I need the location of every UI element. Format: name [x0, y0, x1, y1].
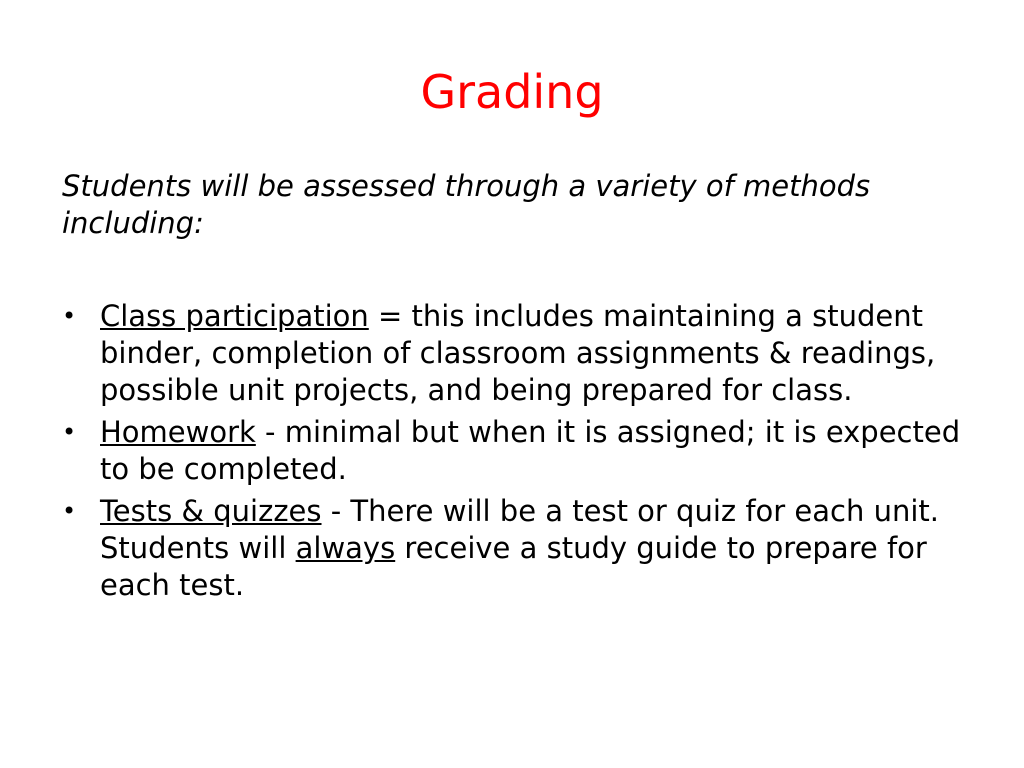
bullet-item-homework	[62, 414, 962, 488]
bullet-text: - minimal but when it is assigned; it is expected to be completed.	[100, 415, 961, 486]
bullet-term: Tests & quizzes	[100, 494, 322, 528]
bullet-icon: •	[62, 497, 77, 525]
bullet-list	[62, 298, 962, 609]
bullet-text: = this includes maintaining a student binder, completion of classroom assignments & readings, possible unit projects, and being prepared for class.	[100, 299, 936, 407]
slide-title: Grading	[420, 65, 604, 119]
bullet-term: Class participation	[100, 299, 369, 333]
bullet-text: receive a study guide to prepare for each test.	[100, 531, 927, 602]
intro-text: Students will be assessed through a variety of methods including:	[62, 169, 871, 240]
bullet-emphasis: always	[295, 531, 396, 565]
bullet-text: - There will be a test or quiz for each unit. Students will	[100, 494, 939, 565]
bullet-icon: •	[62, 418, 77, 446]
bullet-item-tests-quizzes	[62, 493, 962, 604]
bullet-item-class-participation	[62, 298, 962, 409]
bullet-term: Homework	[100, 415, 256, 449]
bullet-icon: •	[62, 302, 77, 330]
